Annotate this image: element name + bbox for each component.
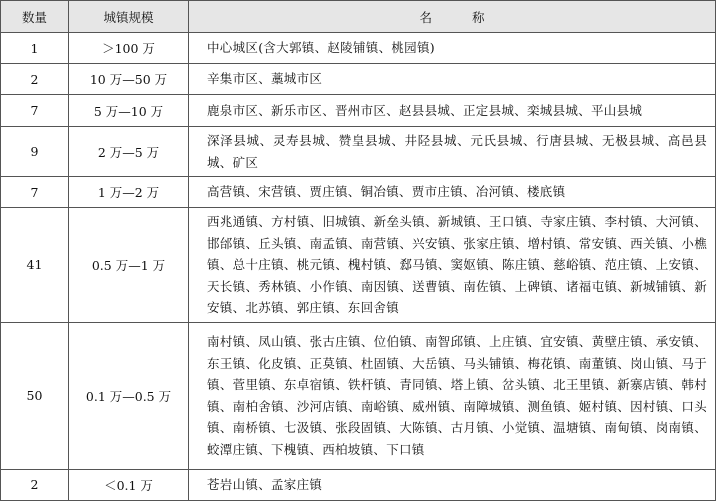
row-scale: ＞100 万 <box>69 33 189 64</box>
table-row <box>1 33 716 64</box>
row-scale: 5 万—10 万 <box>69 95 189 127</box>
row-count: 2 <box>1 469 69 500</box>
table-row <box>1 177 716 208</box>
table-row <box>1 127 716 177</box>
header-scale: 城镇规模 <box>69 1 189 33</box>
row-scale: 10 万—50 万 <box>69 64 189 95</box>
row-towns: 高营镇、宋营镇、贾庄镇、铜冶镇、贾市庄镇、冶河镇、楼底镇 <box>189 177 716 208</box>
row-scale: 1 万—2 万 <box>69 177 189 208</box>
row-scale: ＜0.1 万 <box>69 469 189 500</box>
row-count: 9 <box>1 127 69 177</box>
table-row <box>1 322 716 469</box>
table-row <box>1 469 716 500</box>
row-count: 7 <box>1 177 69 208</box>
header-count: 数量 <box>1 1 69 33</box>
row-towns: 中心城区(含大郭镇、赵陵铺镇、桃园镇) <box>189 33 716 64</box>
row-scale: 0.1 万—0.5 万 <box>69 322 189 469</box>
row-towns: 苍岩山镇、孟家庄镇 <box>189 469 716 500</box>
row-towns: 鹿泉市区、新乐市区、晋州市区、赵县县城、正定县城、栾城县城、平山县城 <box>189 95 716 127</box>
row-towns: 深泽县城、灵寿县城、赞皇县城、井陉县城、元氏县城、行唐县城、无极县城、高邑县城、矿区 <box>189 127 716 177</box>
header-row <box>1 1 716 33</box>
row-scale: 0.5 万—1 万 <box>69 208 189 323</box>
row-towns: 西兆通镇、方村镇、旧城镇、新垒头镇、新城镇、王口镇、寺家庄镇、李村镇、大河镇、邯邰镇、丘头镇、南孟镇、南营镇、兴安镇、张家庄镇、增村镇、常安镇、西关镇、小樵镇、总十庄镇、桃元镇、槐村镇、郄马镇、窦妪镇、陈庄镇、慈峪镇、范庄镇、上安镇、天长镇、秀林镇、小作镇、南因镇、送曹镇、南佐镇、上碑镇、诸福屯镇、新城铺镇、新安镇、北苏镇、郭庄镇、东回舍镇 <box>189 208 716 323</box>
row-count: 2 <box>1 64 69 95</box>
table-row <box>1 64 716 95</box>
row-count: 7 <box>1 95 69 127</box>
row-towns: 南村镇、凤山镇、张古庄镇、位伯镇、南智邱镇、上庄镇、宜安镇、黄壁庄镇、承安镇、东王镇、化皮镇、正莫镇、杜固镇、大岳镇、马头铺镇、梅花镇、南董镇、岗山镇、马于镇、菅里镇、东卓宿镇、铁杆镇、青同镇、塔上镇、岔头镇、北王里镇、新寨店镇、韩村镇、南柏舍镇、沙河店镇、南峪镇、威州镇、南障城镇、测鱼镇、姬村镇、因村镇、口头镇、南桥镇、七汲镇、张段固镇、大陈镇、古月镇、小觉镇、温塘镇、南甸镇、岗南镇、蛟潭庄镇、下槐镇、西柏坡镇、下口镇 <box>189 322 716 469</box>
row-towns: 辛集市区、藁城市区 <box>189 64 716 95</box>
table-row <box>1 208 716 323</box>
header-name: 名称 <box>189 1 716 33</box>
row-scale: 2 万—5 万 <box>69 127 189 177</box>
table-row <box>1 95 716 127</box>
row-count: 1 <box>1 33 69 64</box>
row-count: 50 <box>1 322 69 469</box>
row-count: 41 <box>1 208 69 323</box>
